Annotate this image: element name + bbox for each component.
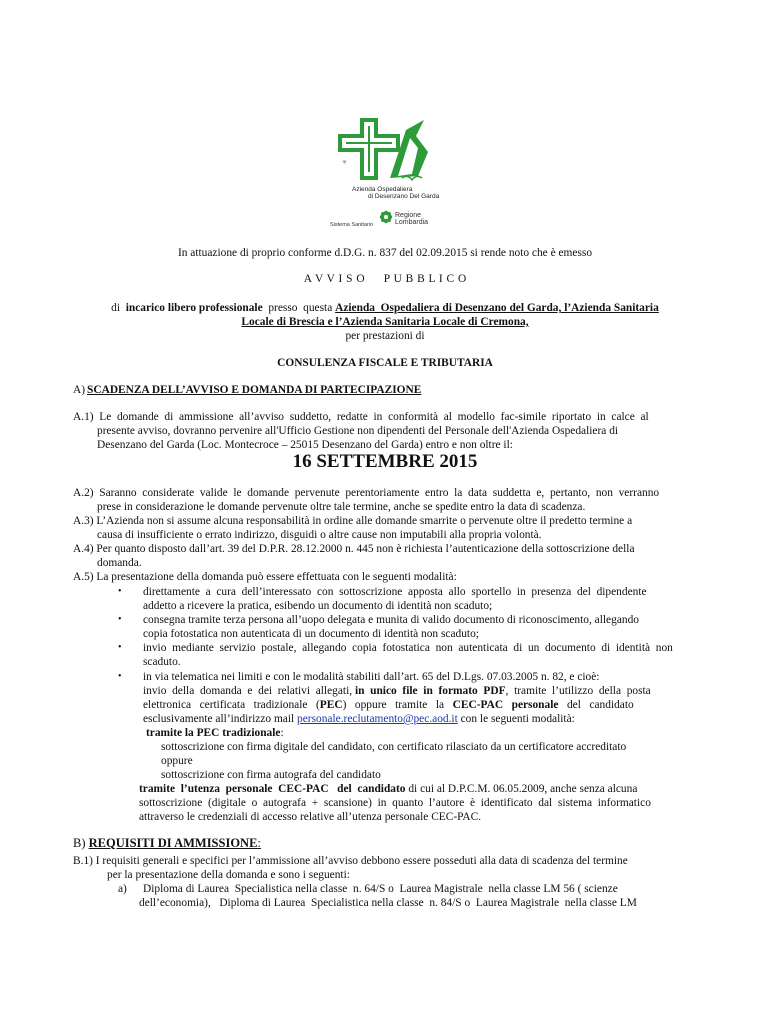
bullet-1-icon: • <box>118 586 122 597</box>
ba-line2: dell’economia), Diploma di Laurea Specialistica nella classe n. 84/S o Laurea Magistrale nella classe LM <box>139 897 637 909</box>
notice-title: A V V I S O P U B B L I C O <box>303 273 467 285</box>
a3-line1: A.3) L’Azienda non si assume alcuna responsabilità in ordine alle domande smarrite o pervenute oltre il predetto termine a <box>73 515 633 527</box>
a4-line2: domanda. <box>97 557 142 569</box>
lombardia-rose-icon <box>379 210 393 224</box>
subtitle-line1: di incarico libero professionale presso questa Azienda Ospedaliera di Desenzano del Garda, l’Azienda Sanitaria <box>111 302 659 314</box>
subtitle-line3: per prestazioni di <box>345 330 425 342</box>
bullet-4-line2: invio della domanda e dei relativi allegati, in unico file in formato PDF, tramite l’utilizzo della posta <box>143 685 651 697</box>
pec-email-link[interactable]: personale.reclutamento@pec.aod.it <box>297 713 458 725</box>
cec-line3: attraverso le credenziali di accesso relative all’utenza personale CEC-PAC. <box>139 811 482 823</box>
bullet-3-line1: invio mediante servizio postale, allegando copia fotostatica non autenticata di un documento di identità non <box>143 642 673 654</box>
bullet-3-line2: scaduto. <box>143 656 181 668</box>
logo-system: Sistema Sanitario <box>330 222 374 228</box>
bullet-4-icon: • <box>118 671 122 682</box>
a4-line1: A.4) Per quanto disposto dall’art. 39 del D.P.R. 28.12.2000 n. 445 non è richiesta l’autenticazione della sottoscrizione della <box>73 543 635 555</box>
a5-line: A.5) La presentazione della domanda può essere effettuata con le seguenti modalità: <box>73 571 457 583</box>
section-a-heading: A) SCADENZA DELL’AVVISO E DOMANDA DI PARTECIPAZIONE <box>73 384 422 396</box>
a1-line1: A.1) Le domande di ammissione all’avviso suddetto, redatte in conformità al modello fac-simile riportato in calce al <box>73 411 649 423</box>
bullet-2-line1: consegna tramite terza persona all’uopo delegata e munita di valido documento di riconoscimento, allegando <box>143 614 639 626</box>
bullet-1-line2: addetto a ricevere la pratica, esibendo un documento di identità non scaduto; <box>143 600 493 612</box>
svg-text:✳: ✳ <box>342 160 348 166</box>
cec-line1: tramite l’utenza personale CEC-PAC del candidato di cui al D.P.C.M. 06.05.2009, anche senza alcuna <box>139 783 638 795</box>
green-cross-icon <box>338 118 400 180</box>
subject-heading: CONSULENZA FISCALE E TRIBUTARIA <box>277 357 493 369</box>
bullet-4-line3: elettronica certificata tradizionale (PEC) oppure tramite la CEC-PAC personale del candidato <box>143 699 634 711</box>
logo-org-line2: di Desenzano Del Garda <box>368 193 440 200</box>
bullet-4-line4: esclusivamente all’indirizzo mail personale.reclutamento@pec.aod.it con le seguenti modalità: <box>143 713 575 725</box>
a1-line3: Desenzano del Garda (Loc. Montecroce – 25015 Desenzano del Garda) entro e non oltre il: <box>97 439 513 451</box>
ba-label: a) <box>118 883 127 895</box>
b1-line2: per la presentazione della domanda e sono i seguenti: <box>107 869 350 881</box>
a2-line1: A.2) Saranno considerate valide le domande pervenute perentoriamente entro la data suddetta e, pertanto, non verranno <box>73 487 660 499</box>
bullet-2-icon: • <box>118 614 122 625</box>
a3-line2: causa di insufficiente o errato indirizzo, disguidi o altre cause non imputabili alla propria volontà. <box>97 529 542 541</box>
logo-region: Regione Lombardia <box>395 212 429 226</box>
bullet-4-line1: in via telematica nei limiti e con le modalità stabiliti dall’art. 65 del D.Lgs. 07.03.2005 n. 82, e cioè: <box>143 671 600 683</box>
a1-line2: presente avviso, dovranno pervenire all'Ufficio Gestione non dipendenti del Personale dell'Azienda Ospedaliera di <box>97 425 619 437</box>
ba-line1: Diploma di Laurea Specialistica nella classe n. 64/S o Laurea Magistrale nella classe LM 56 ( scienze <box>143 883 618 895</box>
bullet-2-line2: copia fotostatica non autenticata di un documento di identità non scaduto; <box>143 628 479 640</box>
pec-oppure: oppure <box>161 755 193 767</box>
pec-label: tramite la PEC tradizionale: <box>146 727 284 739</box>
intro-text: In attuazione di proprio conforme d.D.G. n. 837 del 02.09.2015 si rende noto che è emesso <box>177 247 593 259</box>
cec-line2: sottoscrizione (digitale o autografa + scansione) in quanto l’autore è identificato dal sistema informatico <box>139 797 651 809</box>
bullet-3-icon: • <box>118 642 122 653</box>
waves-icon <box>402 176 422 180</box>
section-b-heading: B) REQUISITI DI AMMISSIONE: <box>73 836 261 850</box>
b1-line1: B.1) I requisiti generali e specifici per l’ammissione all’avviso debbono essere posseduti alla data di scadenza del termine <box>73 855 628 867</box>
bullet-1-line1: direttamente a cura dell’interessato con sottoscrizione apposta allo sportello in presenza del dipendente <box>143 586 647 598</box>
pec-option-2: sottoscrizione con firma autografa del candidato <box>161 769 381 781</box>
subtitle-line2: Locale di Brescia e l’Azienda Sanitaria Locale di Cremona, <box>241 316 529 328</box>
logo-org-line1: Azienda Ospedaliera <box>352 186 413 193</box>
deadline-date: 16 SETTEMBRE 2015 <box>292 451 478 472</box>
a2-line2: prese in considerazione le domande pervenute oltre tale termine, anche se spedite entro la data di scadenza. <box>97 501 586 513</box>
pec-option-1: sottoscrizione con firma digitale del candidato, con certificato rilasciato da un certificatore accreditato <box>161 741 627 753</box>
